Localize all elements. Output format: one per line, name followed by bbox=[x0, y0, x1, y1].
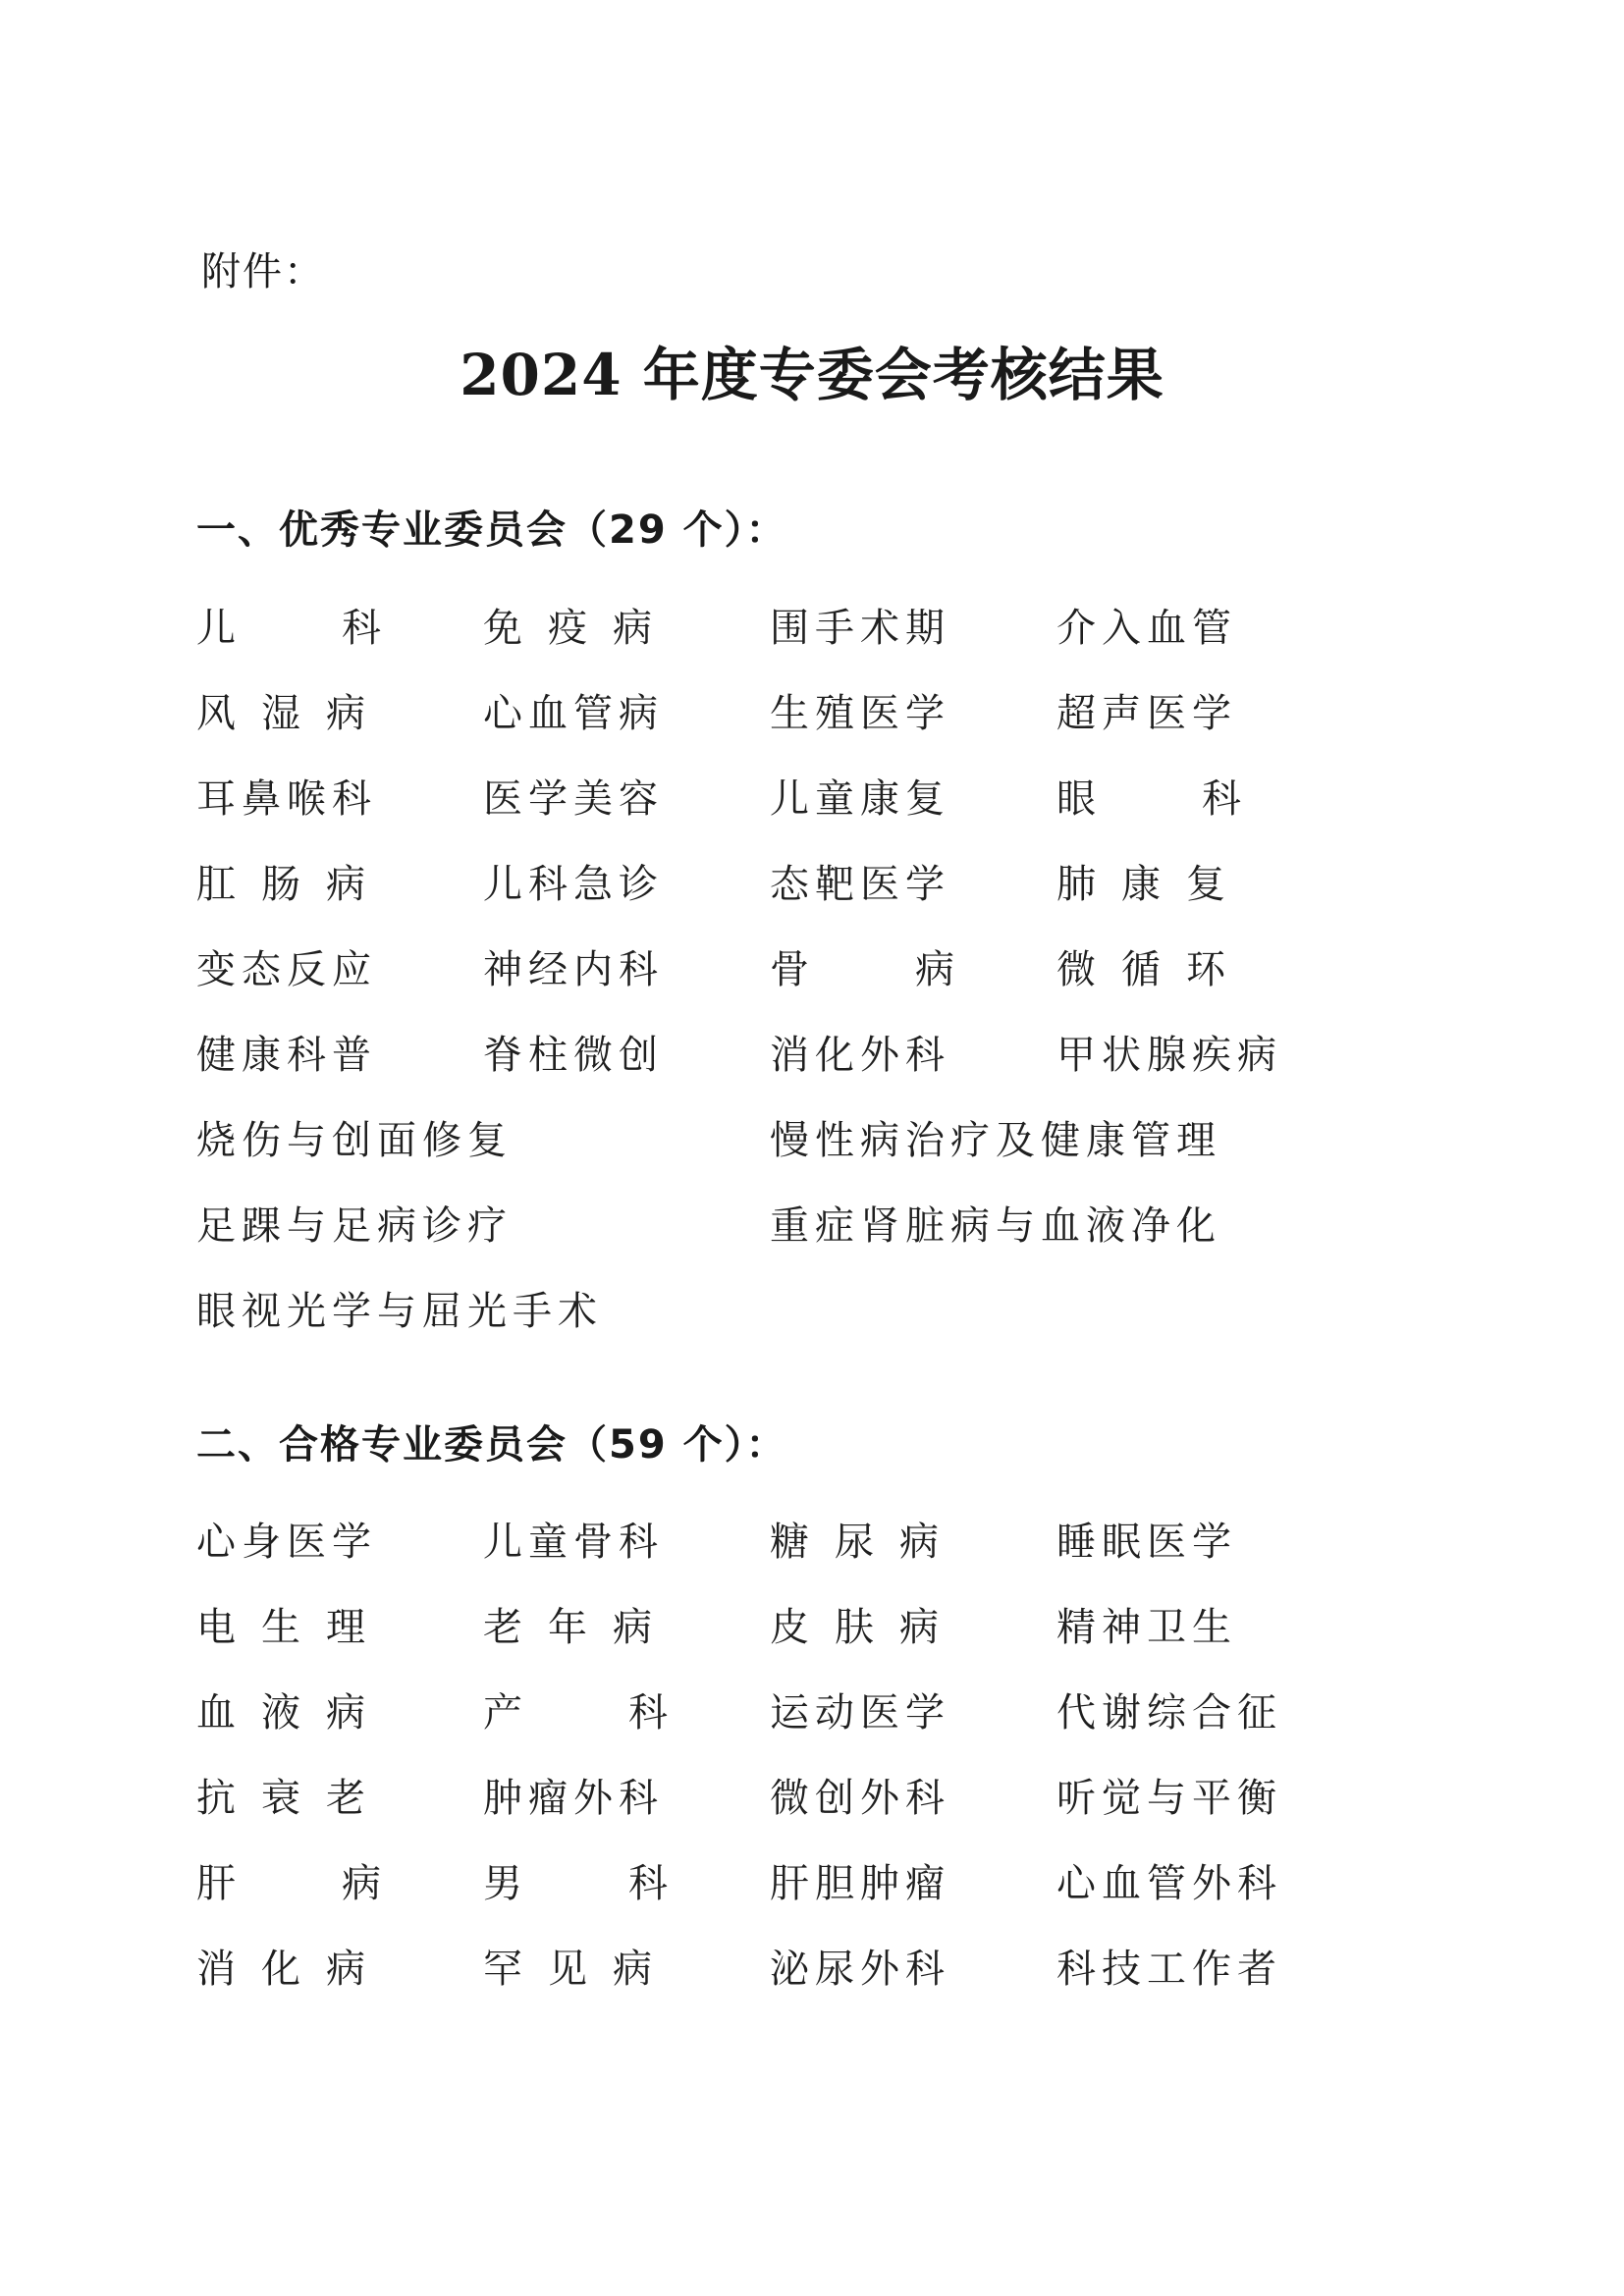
committee-name: 抗衰老 bbox=[196, 1776, 391, 1821]
committee-name: 肝病 bbox=[196, 1861, 487, 1906]
committee-name: 肝胆肿瘤 bbox=[770, 1861, 950, 1906]
committee-name: 骨病 bbox=[770, 947, 1060, 992]
committee-name: 血液病 bbox=[196, 1690, 391, 1735]
committee-name: 儿科急诊 bbox=[483, 862, 664, 907]
committee-name: 老年病 bbox=[483, 1605, 677, 1650]
committee-name: 眼科 bbox=[1056, 776, 1347, 822]
section-heading-excellent: 一、优秀专业委员会（29 个）： bbox=[196, 507, 787, 553]
committee-name: 神经内科 bbox=[483, 947, 664, 992]
committee-name: 态靶医学 bbox=[770, 862, 950, 907]
committee-name: 心血管病 bbox=[483, 691, 664, 736]
committee-name: 泌尿外科 bbox=[770, 1947, 950, 1992]
committee-name: 科技工作者 bbox=[1056, 1947, 1282, 1992]
committee-name: 听觉与平衡 bbox=[1056, 1776, 1282, 1821]
committee-name: 罕见病 bbox=[483, 1947, 677, 1992]
committee-name: 足踝与足病诊疗 bbox=[196, 1203, 513, 1249]
attachment-label: 附件： bbox=[201, 249, 325, 294]
committee-name: 耳鼻喉科 bbox=[196, 776, 377, 822]
excellent-committee-list bbox=[196, 601, 1375, 1369]
committee-name: 健康科普 bbox=[196, 1033, 377, 1078]
committee-name: 微创外科 bbox=[770, 1776, 950, 1821]
committee-name: 消化病 bbox=[196, 1947, 391, 1992]
page-title: 2024 年度专委会考核结果 bbox=[460, 342, 1164, 408]
committee-name: 精神卫生 bbox=[1056, 1605, 1237, 1650]
committee-name: 代谢综合征 bbox=[1056, 1690, 1282, 1735]
committee-name: 睡眠医学 bbox=[1056, 1520, 1237, 1565]
committee-name: 风湿病 bbox=[196, 691, 391, 736]
committee-name: 肿瘤外科 bbox=[483, 1776, 664, 1821]
committee-name: 皮肤病 bbox=[770, 1605, 964, 1650]
committee-name: 运动医学 bbox=[770, 1690, 950, 1735]
committee-name: 甲状腺疾病 bbox=[1056, 1033, 1282, 1078]
committee-name: 眼视光学与屈光手术 bbox=[196, 1289, 603, 1334]
committee-name: 男科 bbox=[483, 1861, 774, 1906]
qualified-committee-list bbox=[196, 1515, 1375, 2027]
committee-name: 心血管外科 bbox=[1056, 1861, 1282, 1906]
committee-name: 脊柱微创 bbox=[483, 1033, 664, 1078]
committee-name: 烧伤与创面修复 bbox=[196, 1118, 513, 1163]
committee-name: 肛肠病 bbox=[196, 862, 391, 907]
committee-name: 消化外科 bbox=[770, 1033, 950, 1078]
committee-name: 糖尿病 bbox=[770, 1520, 964, 1565]
committee-name: 电生理 bbox=[196, 1605, 391, 1650]
committee-name: 医学美容 bbox=[483, 776, 664, 822]
committee-name: 儿童骨科 bbox=[483, 1520, 664, 1565]
committee-name: 生殖医学 bbox=[770, 691, 950, 736]
committee-name: 围手术期 bbox=[770, 606, 950, 651]
committee-name: 变态反应 bbox=[196, 947, 377, 992]
section-heading-qualified: 二、合格专业委员会（59 个）： bbox=[196, 1422, 787, 1468]
committee-name: 重症肾脏病与血液净化 bbox=[770, 1203, 1221, 1249]
committee-name: 产科 bbox=[483, 1690, 774, 1735]
committee-name: 微循环 bbox=[1056, 947, 1251, 992]
committee-name: 超声医学 bbox=[1056, 691, 1237, 736]
committee-name: 免疫病 bbox=[483, 606, 677, 651]
committee-name: 儿科 bbox=[196, 606, 487, 651]
committee-name: 儿童康复 bbox=[770, 776, 950, 822]
committee-name: 心身医学 bbox=[196, 1520, 377, 1565]
committee-name: 肺康复 bbox=[1056, 862, 1251, 907]
committee-name: 介入血管 bbox=[1056, 606, 1237, 651]
committee-name: 慢性病治疗及健康管理 bbox=[770, 1118, 1221, 1163]
